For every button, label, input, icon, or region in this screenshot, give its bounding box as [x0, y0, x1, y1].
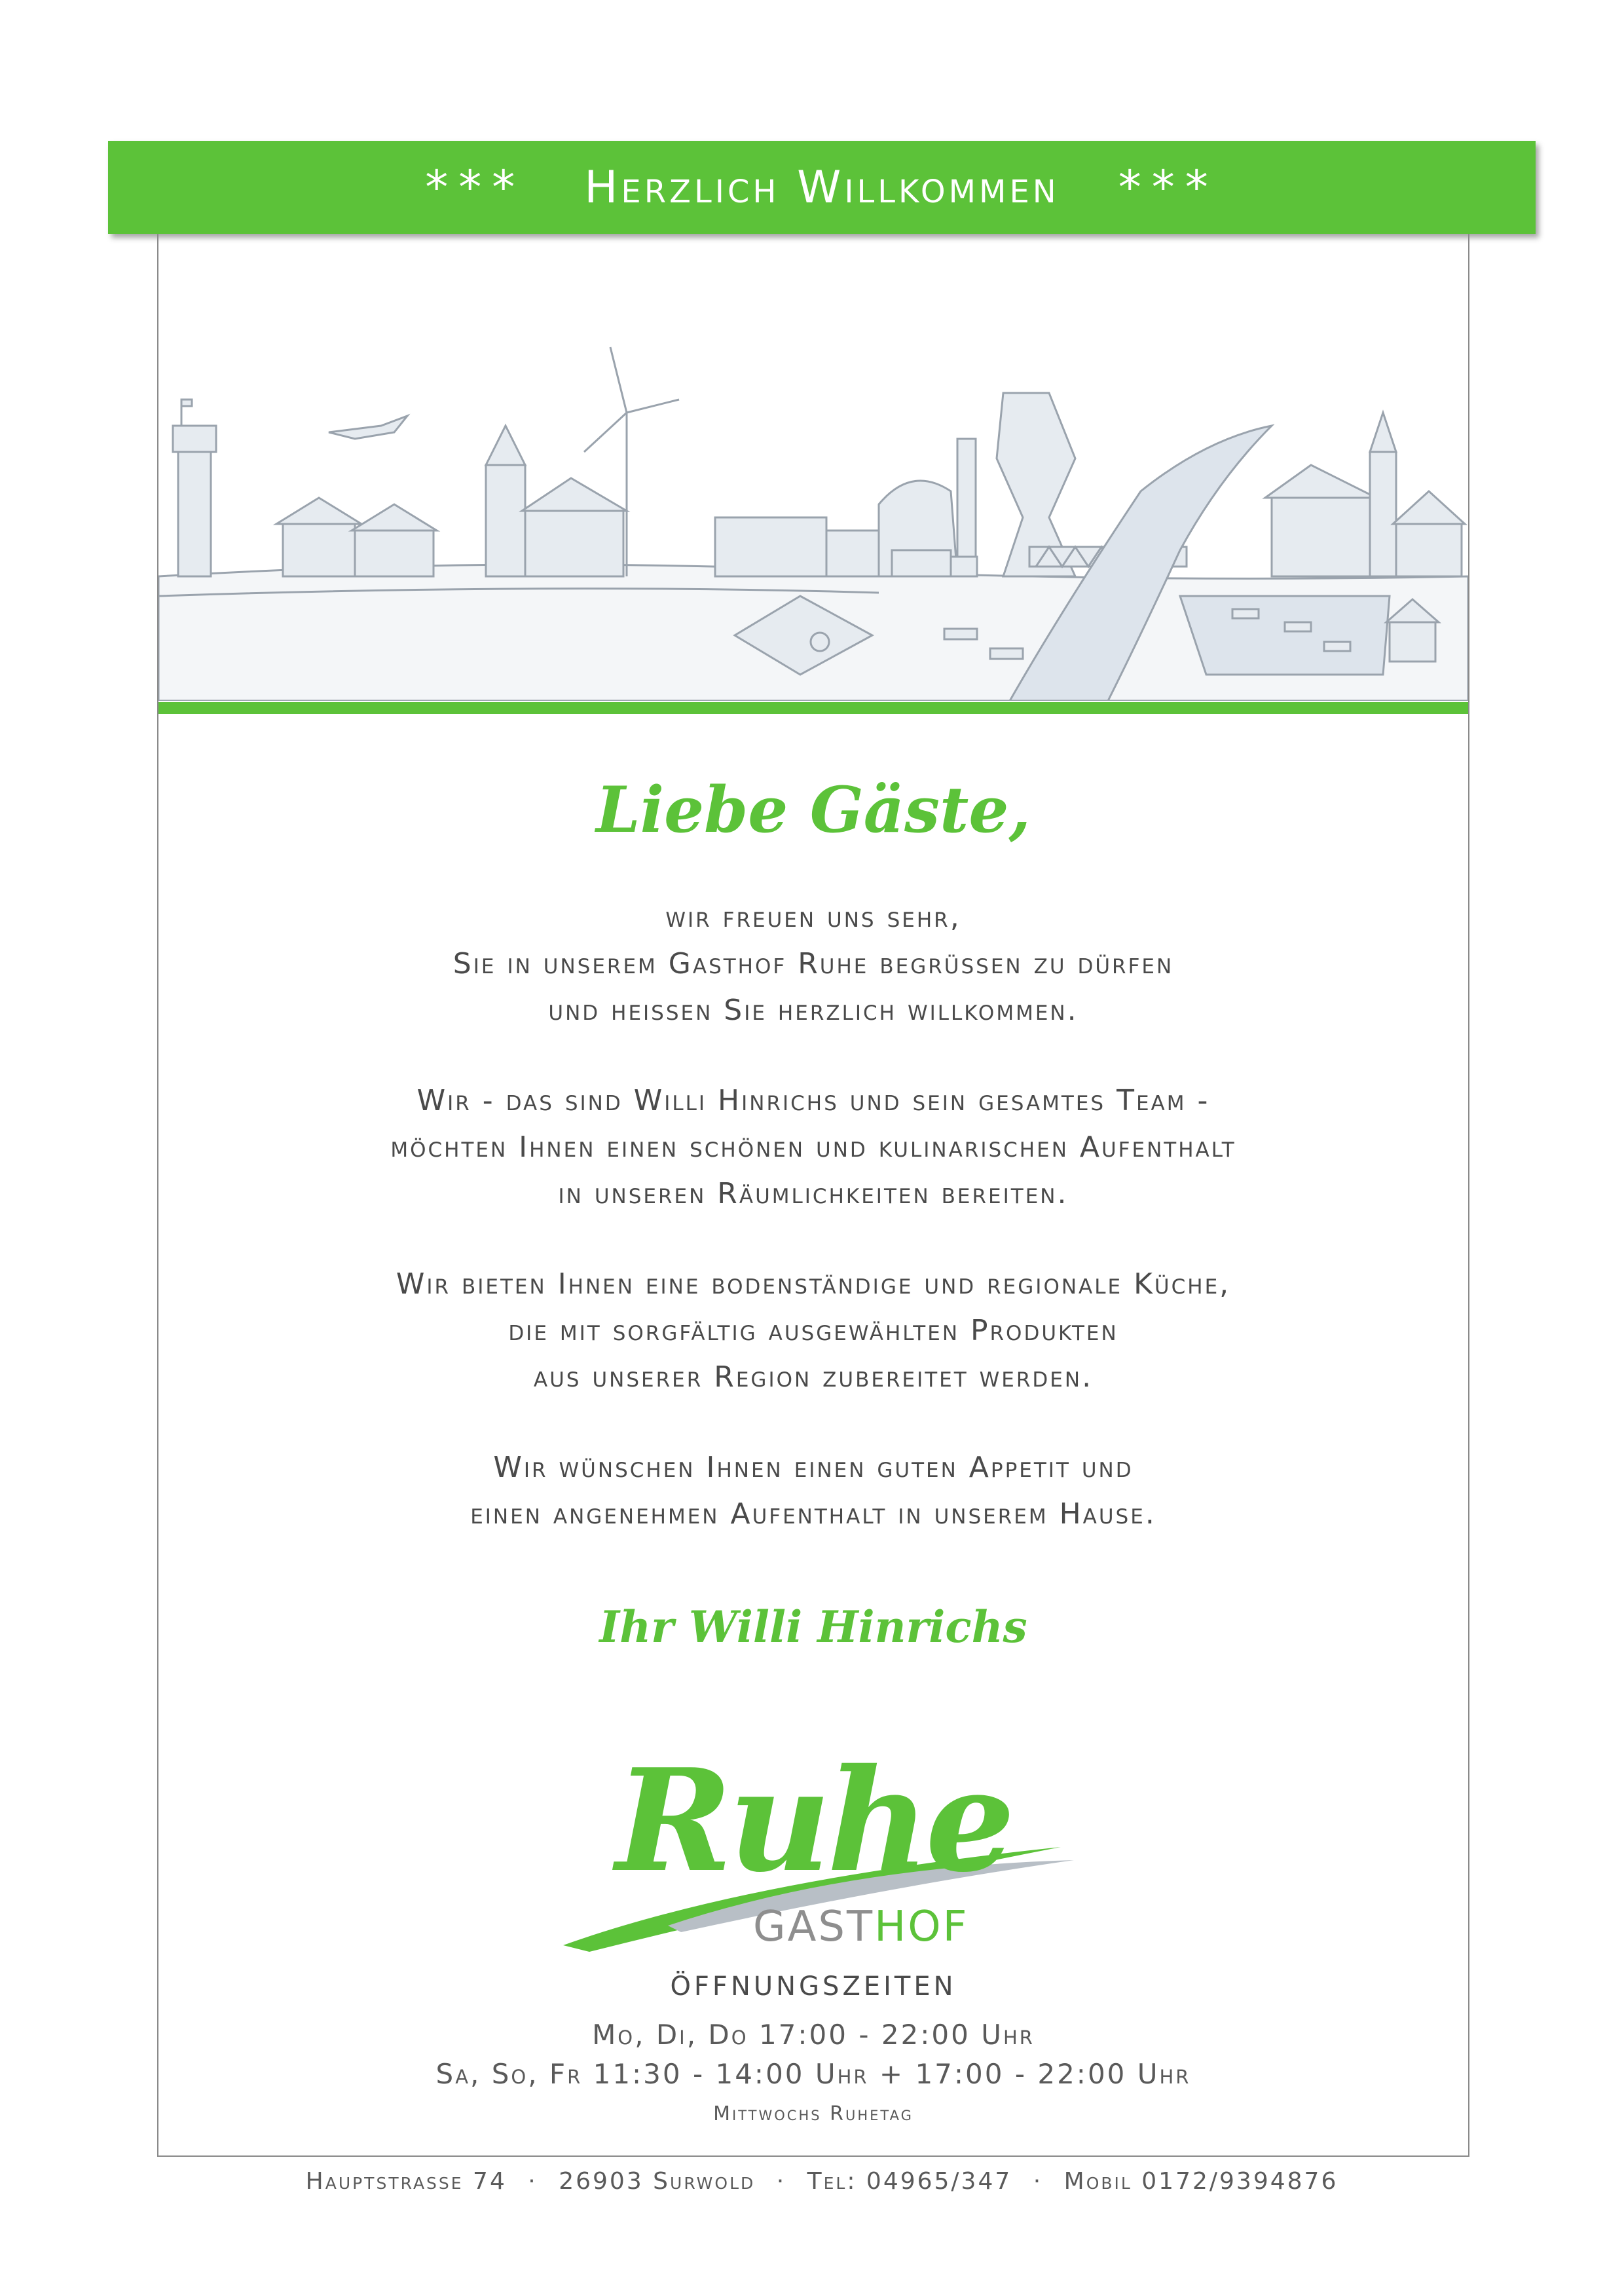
- opening-hours-weekend: Sa, So, Fr 11:30 - 14:00 Uhr + 17:00 - 22:00 Uhr: [435, 2058, 1191, 2090]
- signature: Ihr Willi Hinrichs: [599, 1601, 1027, 1652]
- separator-dot: ·: [776, 2168, 786, 2195]
- paragraph-line: einen angenehmen Aufenthalt in unserem Hause.: [470, 1497, 1156, 1531]
- mobile: Mobil 0172/9394876: [1063, 2168, 1338, 2195]
- town-skyline-illustration: [158, 334, 1468, 701]
- contact-footer: [108, 2168, 1536, 2195]
- address: Hauptstrasse 74: [305, 2168, 507, 2195]
- greeting-heading: Liebe Gäste,: [596, 773, 1031, 847]
- logo-wordmark: Ruhe: [616, 1738, 1012, 1903]
- paragraph-line: Wir wünschen Ihnen einen guten Appetit und: [493, 1451, 1134, 1484]
- separator-dot: ·: [1033, 2168, 1043, 2195]
- header-banner: [108, 141, 1536, 234]
- paragraph-line: wir freuen uns sehr,: [665, 901, 961, 934]
- logo-subtitle: [753, 1903, 969, 1951]
- opening-hours-weekday: Mo, Di, Do 17:00 - 22:00 Uhr: [592, 2019, 1035, 2051]
- paragraph-line: und heissen Sie herzlich willkommen.: [548, 994, 1079, 1027]
- paragraph-4: [158, 1444, 1468, 1537]
- paragraph-1: [158, 894, 1468, 1034]
- paragraph-3: [158, 1261, 1468, 1400]
- paragraph-2: [158, 1077, 1468, 1217]
- stars-right: ***: [1118, 160, 1219, 214]
- phone: Tel: 04965/347: [807, 2168, 1012, 2195]
- paragraph-line: Wir - das sind Willi Hinrichs und sein gesamtes Team -: [416, 1084, 1210, 1117]
- logo-sub-grey: GAST: [753, 1903, 875, 1951]
- paragraph-line: die mit sorgfältig ausgewählten Produkten: [508, 1314, 1118, 1347]
- rest-day-note: Mittwochs Ruhetag: [713, 2102, 913, 2125]
- separator-dot: ·: [528, 2168, 538, 2195]
- paragraph-line: in unseren Räumlichkeiten bereiten.: [558, 1177, 1069, 1210]
- divider-rule: [158, 702, 1468, 714]
- opening-hours-title: ÖFFNUNGSZEITEN: [670, 1971, 957, 2002]
- paragraph-line: aus unserer Region zubereitet werden.: [533, 1360, 1094, 1394]
- paragraph-line: möchten Ihnen einen schönen und kulinarischen Aufenthalt: [390, 1130, 1236, 1164]
- logo-sub-green: HOF: [874, 1903, 969, 1951]
- paragraph-line: Wir bieten Ihnen eine bodenständige und regionale Küche,: [396, 1267, 1231, 1301]
- paragraph-line: Sie in unserem Gasthof Ruhe begrüssen zu dürfen: [452, 947, 1174, 980]
- city: 26903 Surwold: [559, 2168, 756, 2195]
- header-title: Herzlich Willkommen: [584, 161, 1060, 214]
- stars-left: ***: [425, 160, 526, 214]
